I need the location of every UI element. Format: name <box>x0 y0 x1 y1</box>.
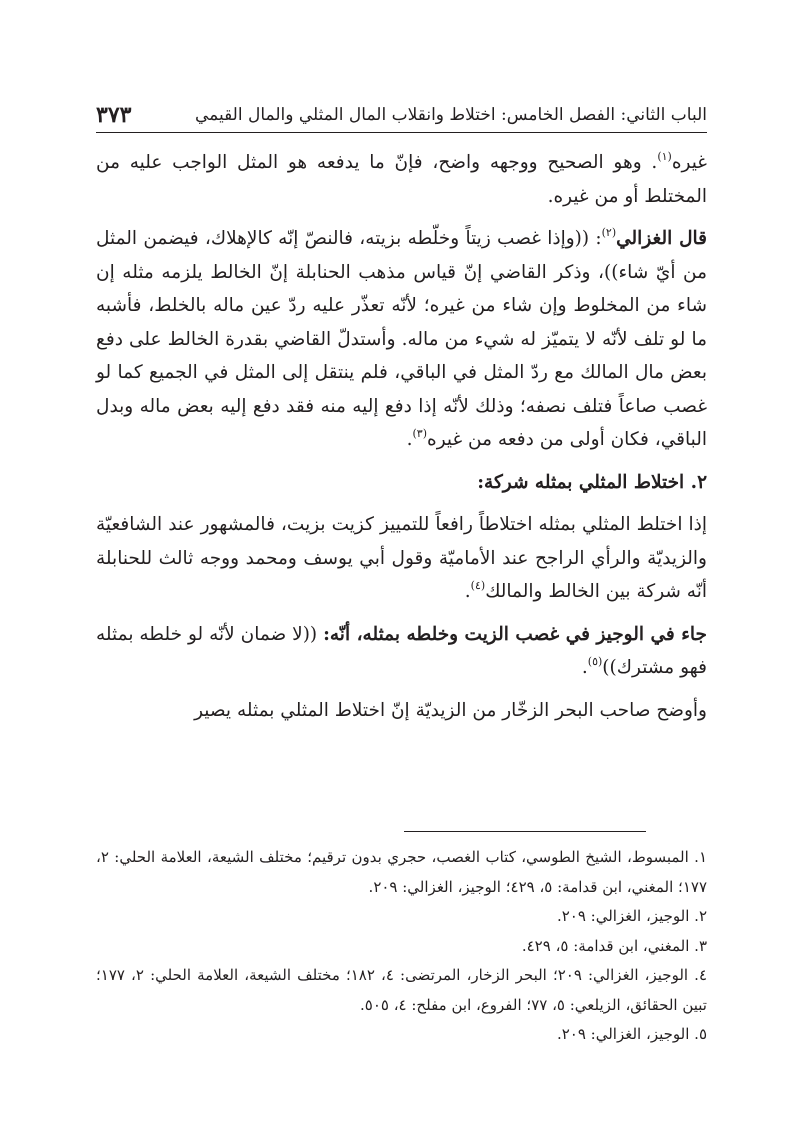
paragraph-3: إذا اختلط المثلي بمثله اختلاطاً رافعاً للتمييز كزيت بزيت، فالمشهور عند الشافعيّة والزيديّة والرأي الراجح عند الأماميّة وقول أبي يوسف ومحمد ووجه ثالث للحنابلة أنّه شركة بين الخالط والمالك$^{(٤)}$. <box>96 514 707 602</box>
footnote-ref-3[interactable]: (٣) <box>412 427 427 440</box>
paragraph-5: وأوضح صاحب البحر الزخّار من الزيديّة إنّ اختلاط المثلي بمثله يصير <box>194 699 707 721</box>
running-header <box>96 88 707 128</box>
paragraph-4: جاء في الوجيز في غصب الزيت وخلطه بمثله، أنّه: ((لا ضمان لأنّه لو خلطه بمثله فهو مشترك))$^{(٥)}$. <box>96 623 707 678</box>
footnote-1: ١. المبسوط، الشيخ الطوسي، كتاب الغصب، حجري بدون ترقيم؛ مختلف الشيعة، العلامة الحلي: ٢، ١٧٧؛ المغني، ابن قدامة: ٥، ٤٢٩؛ الوجيز، الغزالي: ٢٠٩. <box>96 848 707 896</box>
main-text <box>96 146 707 727</box>
footnote-ref-5[interactable]: (٥) <box>587 655 603 668</box>
quote-source-ghazali: قال الغزالي <box>616 228 707 249</box>
paragraph-2: قال الغزالي$^{(٢)}$: ((وإذا غصب زيتاً وخلّطه بزيته، فالنصّ إنّه كالإهلاك، فيضمن المثل من أيّ شاء))، وذكر القاضي إنّ قياس مذهب الحنابلة إنّ الخالط يلزمه مثله إن شاء من المخلوط وإن شاء من غيره؛ لأنّه تعذّر عليه ردّ عين ماله بالخلط، فأشبه ما لو تلف لأنّه لا يتميّز له شيء من ماله. وأستدلّ القاضي بقدرة الخالط على دفع بعض مال المالك مع ردّ المثل في الباقي، فلم ينتقل إلى المثل في الجميع كما لو غصب صاعاً فتلف نصفه؛ وذلك لأنّه إذا دفع إليه منه فقد دفع إليه بعض ماله وبدل الباقي، فكان أولى من دفعه من غيره$^{(٣)}$. <box>96 226 707 450</box>
page-number: ٣٧٣ <box>96 102 132 128</box>
footnote-ref-4[interactable]: (٤) <box>470 579 486 592</box>
header-divider <box>96 132 707 133</box>
footnote-4: ٤. الوجيز، الغزالي: ٢٠٩؛ البحر الزخار، المرتضى: ٤، ١٨٢؛ مختلف الشيعة، العلامة الحلي: ٢، ١٧٧؛ تبين الحقائق، الزيلعي: ٥، ٧٧؛ الفروع، ابن مفلح: ٤، ٥٠٥. <box>96 966 707 1014</box>
footnote-ref-1[interactable]: (١) <box>657 150 672 163</box>
section-heading: ٢. اختلاط المثلي بمثله شركة: <box>477 471 707 493</box>
paragraph-1: غيره$^{(١)}$. وهو الصحيح ووجهه واضح، فإنّ ما يدفعه هو المثل الواجب عليه من المختلط أو من غيره. <box>96 150 707 207</box>
quote-source-wajiz: جاء في الوجيز في غصب الزيت وخلطه بمثله، أنّه: <box>323 623 707 645</box>
footnote-2: ٢. الوجيز، الغزالي: ٢٠٩. <box>556 907 707 925</box>
footnote-ref-2[interactable]: (٢) <box>601 226 617 239</box>
footnote-divider <box>404 831 646 832</box>
footnotes <box>96 843 707 1050</box>
footnote-5: ٥. الوجيز، الغزالي: ٢٠٩. <box>556 1025 707 1043</box>
footnote-3: ٣. المغني، ابن قدامة: ٥، ٤٢٩. <box>521 936 707 955</box>
chapter-title: الباب الثاني: الفصل الخامس: اختلاط وانقلاب المال المثلي والمال القيمي <box>194 105 707 125</box>
